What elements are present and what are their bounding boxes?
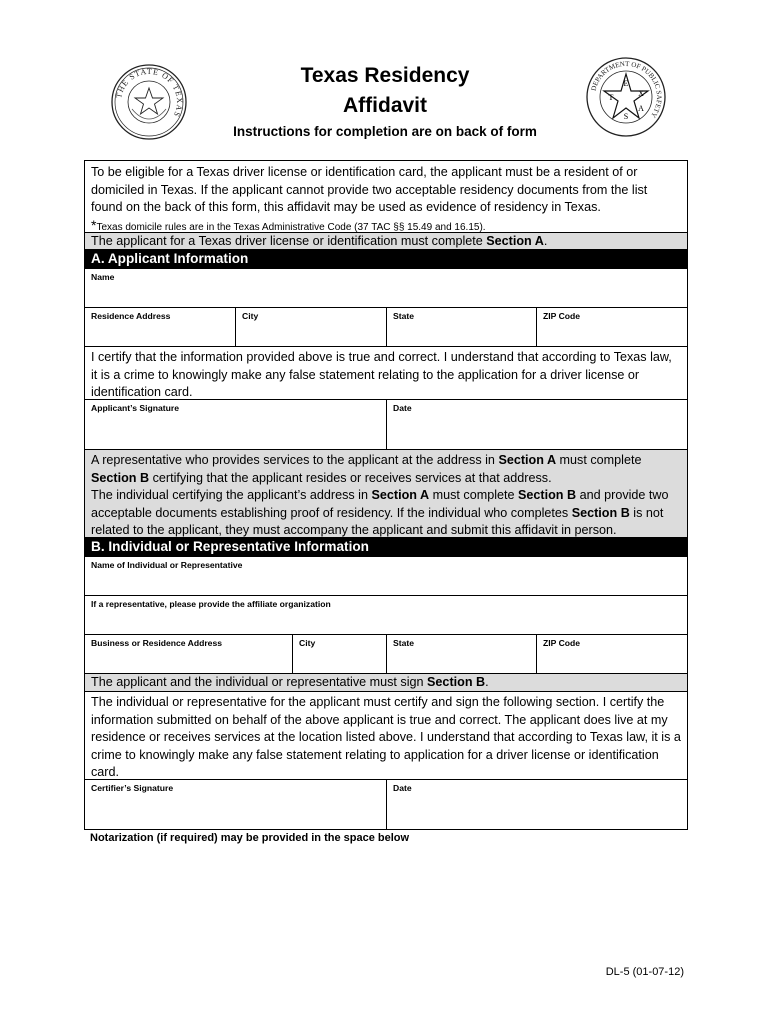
notice-bold: Section B bbox=[91, 470, 150, 485]
zip-code-field[interactable] bbox=[537, 308, 687, 346]
footnote-mark: * bbox=[91, 216, 97, 233]
dps-letter: S bbox=[623, 112, 629, 121]
rep-state-field[interactable] bbox=[387, 635, 537, 673]
notice-end: . bbox=[543, 234, 548, 248]
notice-text: The individual certifying the applicant’s address in bbox=[91, 488, 372, 502]
field-label: Name of Individual or Representative bbox=[91, 560, 243, 570]
section-a-notice bbox=[85, 233, 687, 250]
notice-text: must complete bbox=[556, 453, 642, 467]
field-label: Certifier’s Signature bbox=[91, 783, 174, 793]
section-b-sign-notice bbox=[85, 674, 687, 692]
page-title-line2: Affidavit bbox=[343, 94, 427, 117]
business-address-field[interactable] bbox=[85, 635, 293, 673]
applicant-signature-row bbox=[85, 400, 687, 450]
dps-letter: T bbox=[608, 93, 614, 102]
notice-bold: Section B bbox=[427, 675, 486, 689]
notice-text: certifying that the applicant resides or receives services at that address. bbox=[149, 470, 552, 485]
field-label: ZIP Code bbox=[543, 311, 581, 321]
notice-bold: Section A bbox=[498, 453, 557, 467]
state-seal-text: THE STATE OF TEXAS bbox=[114, 66, 185, 119]
dps-letter: E bbox=[623, 79, 629, 88]
intro-block bbox=[85, 161, 687, 233]
field-label: Name bbox=[91, 272, 115, 282]
representative-name-field[interactable] bbox=[85, 557, 687, 596]
city-field[interactable] bbox=[236, 308, 387, 346]
certifier-signature-row bbox=[85, 780, 687, 830]
applicant-address-row bbox=[85, 308, 687, 347]
form-number: DL-5 (01-07-12) bbox=[605, 966, 684, 978]
notice-text: The applicant for a Texas driver license or identification must complete bbox=[91, 234, 487, 248]
field-label: If a representative, please provide the affiliate organization bbox=[91, 599, 331, 609]
field-label: Residence Address bbox=[91, 311, 171, 321]
notice-text: must complete bbox=[429, 488, 519, 502]
applicant-name-field[interactable] bbox=[85, 269, 687, 308]
page-subtitle: Instructions for completion are on back of form bbox=[233, 124, 537, 139]
intro-footnote: Texas domicile rules are in the Texas Administrative Code (37 TAC §§ 15.49 and 16.15). bbox=[96, 221, 486, 233]
notice-bold: Section A bbox=[371, 488, 430, 502]
notice-bold: Section B bbox=[571, 505, 630, 520]
intro-text: To be eligible for a Texas driver license or identification card, the applicant must be a resident of or domiciled in Texas. If the applicant cannot provide two acceptable residency documents from the list found on the back of this form, this affidavit may be used as evidence of residency in Texas. bbox=[91, 165, 648, 214]
state-field[interactable] bbox=[387, 308, 537, 346]
dps-letter: X bbox=[638, 89, 644, 98]
rep-zip-code-field[interactable] bbox=[537, 635, 687, 673]
section-b-header: B. Individual or Representative Information bbox=[85, 538, 687, 557]
notice-text: and provide two acceptable documents establishing proof of residency. If the individual who completes bbox=[91, 488, 669, 520]
field-label: Date bbox=[393, 403, 412, 413]
dps-seal-text: DEPARTMENT OF PUBLIC SAFETY bbox=[589, 59, 664, 120]
representative-address-row bbox=[85, 635, 687, 674]
field-label: Business or Residence Address bbox=[91, 638, 223, 648]
certifier-signature-field[interactable] bbox=[85, 780, 387, 829]
field-label: Date bbox=[393, 783, 412, 793]
applicant-date-field[interactable] bbox=[387, 400, 687, 449]
notice-text: The applicant and the individual or representative must sign bbox=[91, 675, 428, 689]
rep-city-field[interactable] bbox=[293, 635, 387, 673]
page-title: Texas Residency bbox=[300, 64, 470, 87]
affiliate-organization-field[interactable] bbox=[85, 596, 687, 635]
field-label: City bbox=[299, 638, 316, 648]
notice-text: A representative who provides services to the applicant at the address in bbox=[91, 453, 499, 467]
residence-address-field[interactable] bbox=[85, 308, 236, 346]
field-label: City bbox=[242, 311, 259, 321]
dps-letter: A bbox=[638, 104, 644, 113]
representative-notice bbox=[85, 450, 687, 538]
notice-end: . bbox=[485, 675, 489, 689]
field-label: ZIP Code bbox=[543, 638, 581, 648]
field-label: State bbox=[393, 638, 415, 648]
field-label: Applicant’s Signature bbox=[91, 403, 180, 413]
certifier-date-field[interactable] bbox=[387, 780, 687, 829]
applicant-certify-text: I certify that the information provided above is true and correct. I understand that according to Texas law, it is a crime to knowingly make any false statement relating to the application for a driver license or identification card. bbox=[85, 347, 687, 400]
field-label: State bbox=[393, 311, 415, 321]
notice-bold: Section A bbox=[486, 234, 544, 248]
notice-bold: Section B bbox=[518, 488, 577, 502]
notarization-note: Notarization (if required) may be provided in the space below bbox=[90, 832, 410, 844]
section-a-header: A. Applicant Information bbox=[85, 250, 687, 269]
applicant-signature-field[interactable] bbox=[85, 400, 387, 449]
notice-text: is not related to the applicant, they must accompany the applicant and submit this affidavit in person. bbox=[91, 505, 664, 537]
representative-certify-text: The individual or representative for the applicant must certify and sign the following section. I certify the information submitted on behalf of the above applicant is true and correct. The applicant does live at my residence or receives services at the location listed above. I understand that according to Texas law, it is a crime to knowingly make any false statement relating to application for a driver license or identification card. bbox=[85, 692, 687, 780]
residency-form bbox=[84, 160, 688, 830]
